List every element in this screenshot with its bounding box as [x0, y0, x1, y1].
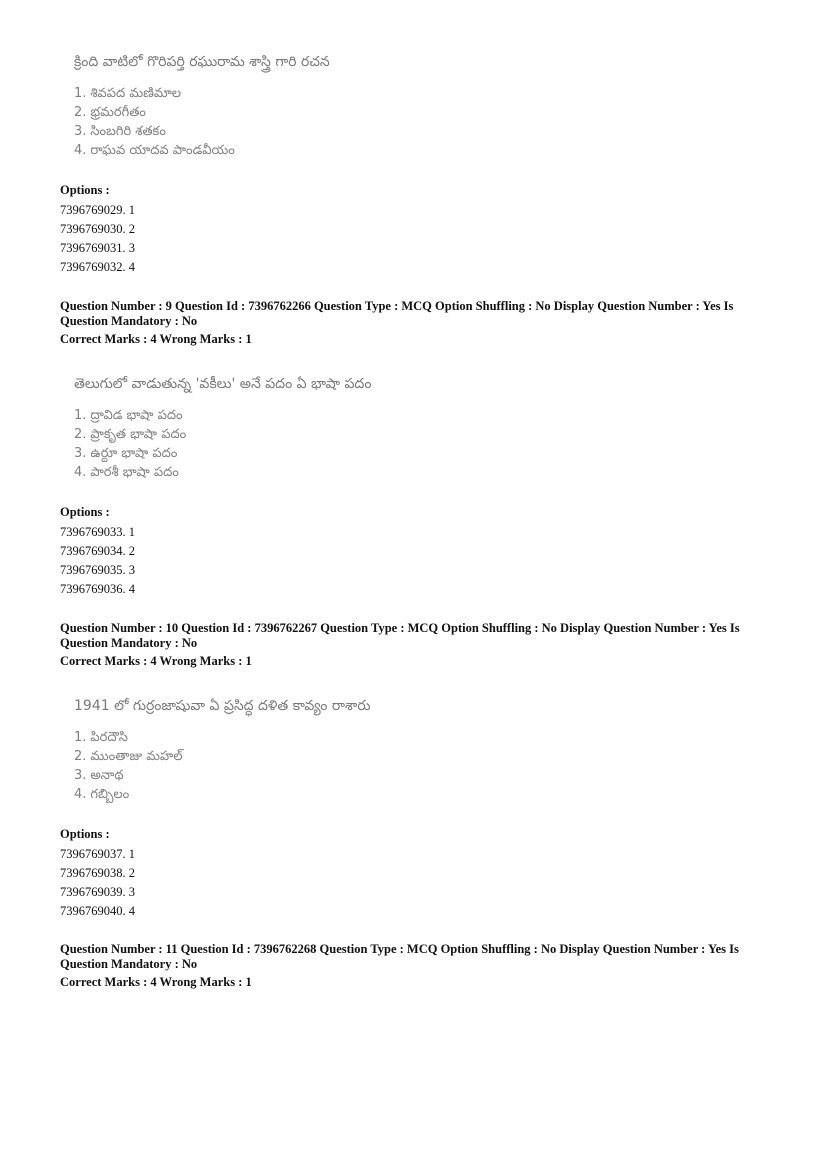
choice-item: 1. శివపద మణిమాల [74, 86, 181, 101]
option-row: 7396769030. 2 [60, 222, 135, 236]
question-9-image [60, 374, 760, 482]
question-marks: Correct Marks : 4 Wrong Marks : 1 [60, 654, 252, 668]
choice-item: 1. పిరదౌసి [74, 730, 128, 745]
option-row: 7396769033. 1 [60, 525, 135, 539]
choice-item: 3. అనాథ [74, 768, 124, 783]
option-row: 7396769029. 1 [60, 203, 135, 217]
choice-item: 4. రాఘవ యాదవ పాండవీయం [74, 143, 235, 158]
option-row: 7396769038. 2 [60, 866, 135, 880]
choice-item: 1. ద్రావిడ భాషా పదం [74, 408, 183, 423]
question-mandatory: Question Mandatory : No [60, 635, 198, 650]
option-row: 7396769031. 3 [60, 241, 135, 255]
option-row: 7396769039. 3 [60, 885, 135, 899]
choice-item: 2. ముంతాజు మహల్ [74, 749, 183, 764]
question-10-options [60, 826, 760, 921]
question-9-stem: తెలుగులో వాడుతున్న 'వకీలు' అనే పదం ఏ భాషా పదం [74, 376, 372, 392]
question-11-meta [60, 942, 760, 991]
choice-item: 2. భ్రమరగీతం [74, 105, 146, 120]
question-10-stem: 1941 లో గుర్రంజాషువా ఏ ప్రసిద్ధ దళిత కావ్యం రాశారు [74, 698, 371, 714]
question-9-options [60, 504, 760, 599]
choice-item: 4. పారశీ భాషా పదం [74, 465, 179, 480]
question-10-image [60, 696, 760, 804]
choice-item: 3. ఉర్దూ భాషా పదం [74, 446, 178, 461]
question-8-choices [74, 84, 760, 160]
question-mandatory: Question Mandatory : No [60, 956, 198, 971]
options-label: Options : [60, 183, 110, 197]
question-8-image [60, 52, 760, 160]
question-8-stem: క్రింది వాటిలో గొరిపర్తి రఘురామ శాస్త్రి గారి రచన [74, 54, 330, 70]
question-meta-line: Question Number : 11 Question Id : 7396762268 Question Type : MCQ Option Shuffling : No Display Question Number : Yes Is [60, 942, 739, 956]
question-mandatory: Question Mandatory : No [60, 313, 198, 328]
option-row: 7396769040. 4 [60, 904, 135, 918]
question-marks: Correct Marks : 4 Wrong Marks : 1 [60, 975, 252, 989]
question-marks: Correct Marks : 4 Wrong Marks : 1 [60, 332, 252, 346]
option-row: 7396769034. 2 [60, 544, 135, 558]
question-10-choices [74, 728, 760, 804]
choice-item: 2. ప్రాకృత భాషా పదం [74, 427, 187, 442]
option-row: 7396769032. 4 [60, 260, 135, 274]
question-10-meta [60, 621, 760, 670]
question-meta-line: Question Number : 10 Question Id : 7396762267 Question Type : MCQ Option Shuffling : No Display Question Number : Yes Is [60, 621, 740, 635]
option-row: 7396769037. 1 [60, 847, 135, 861]
question-9-meta [60, 299, 760, 348]
option-row: 7396769036. 4 [60, 582, 135, 596]
question-9-choices [74, 406, 760, 482]
option-row: 7396769035. 3 [60, 563, 135, 577]
options-label: Options : [60, 505, 110, 519]
question-8-options [60, 182, 760, 277]
options-label: Options : [60, 827, 110, 841]
choice-item: 3. సింబగిరి శతకం [74, 124, 166, 139]
choice-item: 4. గబ్బిలం [74, 787, 130, 802]
question-meta-line: Question Number : 9 Question Id : 7396762266 Question Type : MCQ Option Shuffling : No Display Question Number : Yes Is [60, 299, 734, 313]
